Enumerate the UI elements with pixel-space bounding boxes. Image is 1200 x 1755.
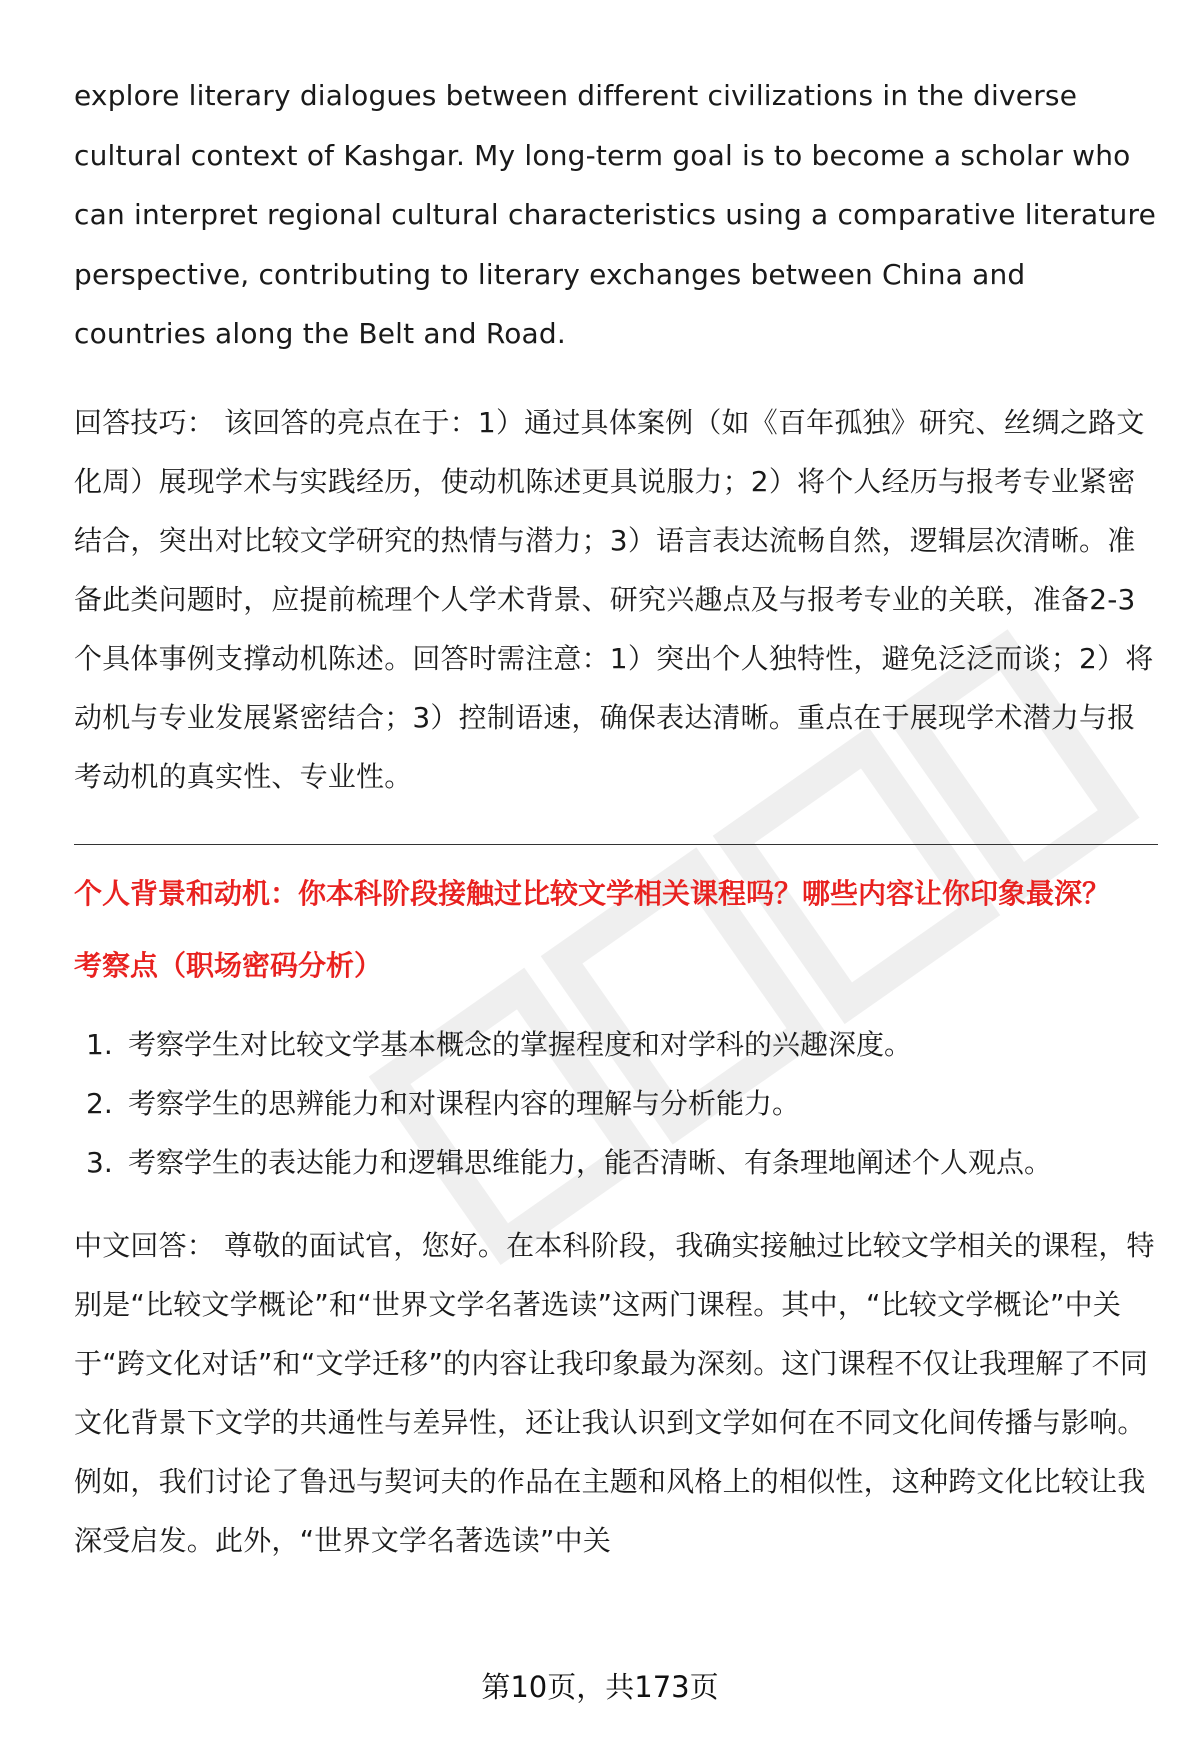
answer-paragraph xyxy=(74,1216,1158,1570)
list-item-number: 2. xyxy=(86,1086,113,1120)
list-item-text: 考察学生对比较文学基本概念的掌握程度和对学科的兴趣深度。 xyxy=(128,1027,913,1061)
answer-text: 尊敬的面试官，您好。在本科阶段，我确实接触过比较文学相关的课程，特别是“比较文学概论”和“世界文学名著选读”这两门课程。其中，“比较文学概论”中关于“跨文化对话”和“文学迁移”的内容让我印象最为深刻。这门课程不仅让我理解了不同文化背景下文学的共通性与差异性，还让我认识到文学如何在不同文化间传播与影响。例如，我们讨论了鲁迅与契诃夫的作品在主题和风格上的相似性，这种跨文化比较让我深受启发。此外，“世界文学名著选读”中关 xyxy=(74,1228,1155,1557)
tips-label: 回答技巧： xyxy=(74,405,216,439)
tips-paragraph xyxy=(74,393,1158,806)
spacer xyxy=(74,364,1158,393)
focus-list xyxy=(74,1015,1158,1192)
question-title: 个人背景和动机：你本科阶段接触过比较文学相关课程吗？哪些内容让你印象最深？ xyxy=(74,876,1111,910)
page-number: 第10页，共173页 xyxy=(481,1670,719,1704)
answer-label: 中文回答： xyxy=(74,1228,216,1262)
focus-heading: 考察点（职场密码分析） xyxy=(74,948,383,982)
list-item-text: 考察学生的思辨能力和对课程内容的理解与分析能力。 xyxy=(128,1086,801,1120)
list-item-number: 3. xyxy=(86,1145,113,1179)
list-item-text: 考察学生的表达能力和逻辑思维能力，能否清晰、有条理地阐述个人观点。 xyxy=(128,1145,1053,1179)
list-item xyxy=(74,1074,1158,1133)
intro-english-paragraph: explore literary dialogues between different civilizations in the diverse cultural context of Kashgar. My long-term goal is to become a scholar who can interpret regional cultural characteristics using a comparative literature perspective, contributing to literary exchanges between China and countries along the Belt and Road. xyxy=(74,79,1157,350)
tips-text: 该回答的亮点在于：1）通过具体案例（如《百年孤独》研究、丝绸之路文化周）展现学术与实践经历，使动机陈述更具说服力；2）将个人经历与报考专业紧密结合，突出对比较文学研究的热情与潜力；3）语言表达流畅自然，逻辑层次清晰。准备此类问题时，应提前梳理个人学术背景、研究兴趣点及与报考专业的关联，准备2-3个具体事例支撑动机陈述。回答时需注意：1）突出个人独特性，避免泛泛而谈；2）将动机与专业发展紧密结合；3）控制语速，确保表达清晰。重点在于展现学术潜力与报考动机的真实性、专业性。 xyxy=(74,405,1154,793)
list-item-number: 1. xyxy=(86,1027,113,1061)
section-divider xyxy=(74,844,1158,845)
list-item xyxy=(74,1015,1158,1074)
list-item xyxy=(74,1133,1158,1192)
page-content xyxy=(74,66,1158,1570)
